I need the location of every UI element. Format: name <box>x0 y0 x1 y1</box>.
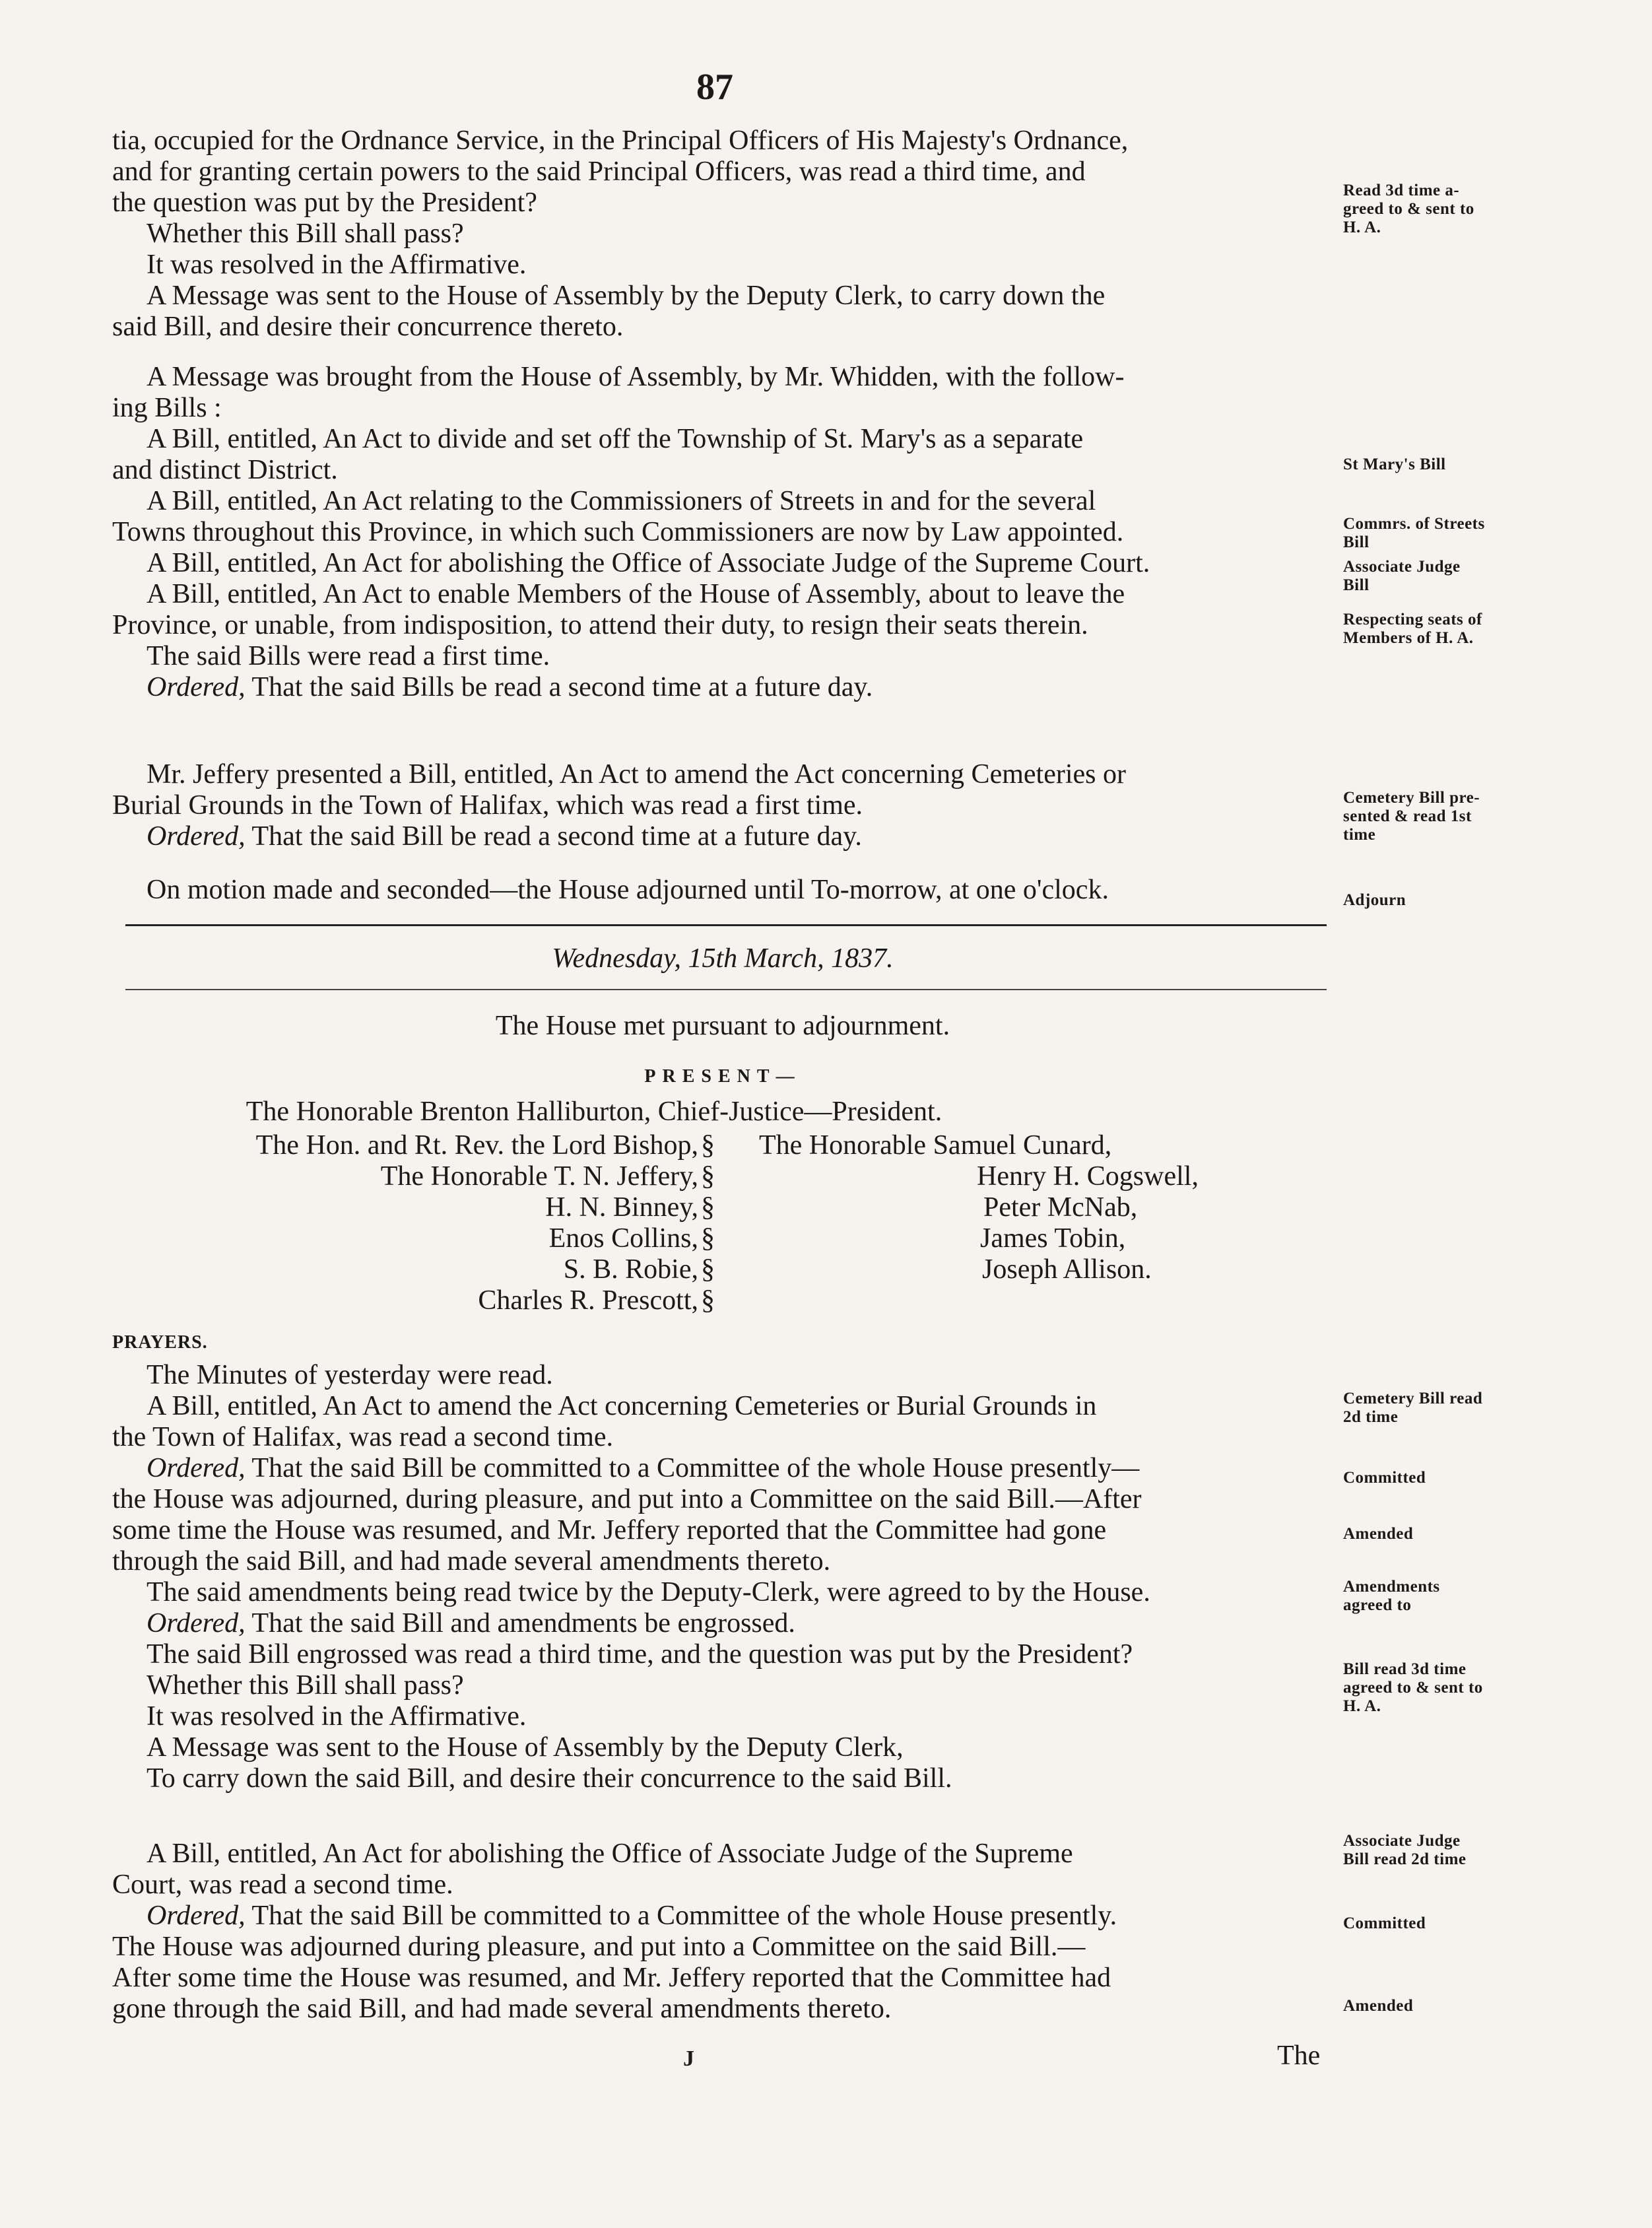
divider-top <box>125 924 1327 926</box>
margin-note-line: Committed <box>1343 1914 1426 1932</box>
text-line: said Bill, and desire their concurrence thereto. <box>112 312 624 342</box>
text-line: gone through the said Bill, and had made several amendments thereto. <box>112 1994 892 2024</box>
margin-note <box>1343 1997 1554 2015</box>
margin-note <box>1343 1390 1554 1427</box>
member-right: Peter McNab, <box>983 1192 1138 1223</box>
margin-note-line: Amendments <box>1343 1578 1440 1596</box>
ordered-line <box>112 1901 1333 1932</box>
paragraph-minutes <box>112 1360 1333 1794</box>
margin-note-line: 2d time <box>1343 1408 1399 1426</box>
paragraph-third-reading <box>112 125 1333 343</box>
section-mark: § <box>701 1285 715 1316</box>
text-line: A Bill, entitled, An Act for abolishing the Office of Associate Judge of the Supreme Court. <box>147 548 1150 578</box>
margin-note-line: Committed <box>1343 1469 1426 1487</box>
margin-note-line: Bill <box>1343 576 1370 594</box>
text-line: ing Bills : <box>112 393 222 423</box>
margin-note-line: Bill <box>1343 533 1370 551</box>
text-line: Province, or unable, from indisposition, to attend their duty, to resign their seats therein. <box>112 610 1088 640</box>
ordered-line <box>112 1608 1333 1639</box>
margin-note-line: Respecting seats of <box>1343 611 1482 628</box>
text-line: A Bill, entitled, An Act to enable Members of the House of Assembly, about to leave the <box>147 579 1125 609</box>
text-line: Whether this Bill shall pass? <box>147 219 464 249</box>
president-line: The Honorable Brenton Halliburton, Chief-Justice—President. <box>246 1097 942 1127</box>
page-number: 87 <box>696 67 733 108</box>
text-line: some time the House was resumed, and Mr. Jeffery reported that the Committee had gone <box>112 1515 1107 1545</box>
margin-note-line: Adjourn <box>1343 891 1406 909</box>
section-mark: § <box>701 1254 715 1285</box>
margin-note-line: agreed to <box>1343 1596 1412 1614</box>
adjourn-paragraph <box>112 875 1333 906</box>
ordered-word: Ordered, <box>147 1901 246 1931</box>
margin-note <box>1343 611 1554 648</box>
ordered-text: That the said Bill be committed to a Committee of the whole House presently. <box>245 1901 1117 1931</box>
margin-note-line: agreed to & sent to <box>1343 1679 1483 1697</box>
text-line: Burial Grounds in the Town of Halifax, which was read a first time. <box>112 790 863 821</box>
block1 <box>112 125 1333 343</box>
margin-note-line: Cemetery Bill pre- <box>1343 789 1480 807</box>
margin-note-line: Bill read 2d time <box>1343 1850 1467 1868</box>
margin-note <box>1343 891 1554 910</box>
margin-note-line: time <box>1343 826 1376 844</box>
text-line: through the said Bill, and had made several amendments thereto. <box>112 1546 831 1576</box>
block4 <box>112 1360 1333 1453</box>
margin-note-line: sented & read 1st <box>1343 807 1472 825</box>
text-line: A Bill, entitled, An Act to amend the Act concerning Cemeteries or Burial Grounds in <box>147 1391 1097 1421</box>
section-marks <box>701 1130 715 1316</box>
text-line: Court, was read a second time. <box>112 1870 453 1900</box>
margin-note <box>1343 1914 1554 1933</box>
paragraph-message-bills <box>112 362 1333 703</box>
margin-note <box>1343 182 1554 237</box>
ordered-word: Ordered, <box>147 821 246 852</box>
member-left: Charles R. Prescott, <box>478 1285 698 1316</box>
text-line: The said Bills were read a first time. <box>147 641 550 671</box>
text-line: A Bill, entitled, An Act to divide and set off the Township of St. Mary's as a separate <box>147 424 1084 454</box>
margin-note-line: Amended <box>1343 1997 1414 2015</box>
margin-note-line: Associate Judge <box>1343 1832 1461 1850</box>
ordered-line <box>112 821 1333 852</box>
member-left: Enos Collins, <box>548 1223 698 1254</box>
margin-note-line: Commrs. of Streets <box>1343 515 1485 533</box>
ordered-line <box>112 1453 1333 1484</box>
margin-note <box>1343 1832 1554 1869</box>
divider-bottom <box>125 989 1327 990</box>
text-line: A Message was sent to the House of Assembly by the Deputy Clerk, <box>147 1732 904 1763</box>
block4b <box>112 1484 1333 1608</box>
prayers-label: PRAYERS. <box>112 1332 208 1353</box>
ordered-line <box>112 672 1333 703</box>
adjourn-line: On motion made and seconded—the House adjourned until To-morrow, at one o'clock. <box>147 875 1109 905</box>
margin-note-line: Read 3d time a- <box>1343 182 1460 199</box>
margin-note <box>1343 789 1554 844</box>
text-line: It was resolved in the Affirmative. <box>147 250 527 280</box>
ordered-text: That the said Bill be committed to a Committee of the whole House presently— <box>245 1453 1140 1483</box>
ordered-word: Ordered, <box>147 1453 246 1483</box>
margin-note <box>1343 1525 1554 1543</box>
text-line: It was resolved in the Affirmative. <box>147 1701 527 1732</box>
member-right: Joseph Allison. <box>982 1254 1152 1285</box>
margin-note-line: Bill read 3d time <box>1343 1660 1467 1678</box>
text-line: and distinct District. <box>112 455 338 485</box>
margin-note-line: H. A. <box>1343 1697 1381 1715</box>
block2 <box>112 362 1333 672</box>
margin-note <box>1343 1660 1554 1716</box>
member-right: The Honorable Samuel Cunard, <box>759 1130 1112 1161</box>
text-line: A Message was brought from the House of Assembly, by Mr. Whidden, with the follow- <box>147 362 1125 392</box>
text-line: the Town of Halifax, was read a second time. <box>112 1422 614 1452</box>
block5b <box>112 1932 1333 2025</box>
section-mark: § <box>701 1223 715 1254</box>
margin-note <box>1343 1469 1554 1487</box>
text-line: The Minutes of yesterday were read. <box>147 1360 553 1390</box>
text-line: The said Bill engrossed was read a third time, and the question was put by the President? <box>147 1639 1133 1670</box>
margin-note-line: greed to & sent to <box>1343 200 1474 218</box>
text-line: A Bill, entitled, An Act for abolishing the Office of Associate Judge of the Supreme <box>147 1839 1073 1869</box>
member-left: The Honorable T. N. Jeffery, <box>380 1161 698 1192</box>
ordered-text: That the said Bill and amendments be engrossed. <box>245 1608 795 1638</box>
text-line: Whether this Bill shall pass? <box>147 1670 464 1701</box>
ordered-text: That the said Bills be read a second time at a future day. <box>245 672 873 702</box>
signature-mark: J <box>683 2046 694 2071</box>
text-line: the question was put by the President? <box>112 187 537 218</box>
text-line: tia, occupied for the Ordnance Service, in the Principal Officers of His Majesty's Ordnance, <box>112 125 1129 156</box>
right-members <box>759 1130 1199 1285</box>
present-label: PRESENT— <box>644 1066 801 1087</box>
text-line: A Bill, entitled, An Act relating to the Commissioners of Streets in and for the several <box>147 486 1096 516</box>
member-left: S. B. Robie, <box>563 1254 698 1285</box>
house-met-line: The House met pursuant to adjournment. <box>495 1011 950 1041</box>
text-line: A Message was sent to the House of Assembly by the Deputy Clerk, to carry down the <box>147 281 1106 311</box>
ordered-word: Ordered, <box>147 672 246 702</box>
margin-note-line: H. A. <box>1343 219 1381 236</box>
block4c <box>112 1639 1333 1794</box>
paragraph-cemetery-bill <box>112 759 1333 852</box>
section-mark: § <box>701 1130 715 1161</box>
date-heading: Wednesday, 15th March, 1837. <box>552 943 894 974</box>
left-members <box>117 1130 698 1316</box>
section-mark: § <box>701 1161 715 1192</box>
text-line: The said amendments being read twice by the Deputy-Clerk, were agreed to by the House. <box>147 1577 1150 1607</box>
member-right: James Tobin, <box>980 1223 1126 1254</box>
member-left: The Hon. and Rt. Rev. the Lord Bishop, <box>255 1130 698 1161</box>
ordered-text: That the said Bill be read a second time at a future day. <box>245 821 862 852</box>
margin-note-line: Amended <box>1343 1525 1414 1543</box>
block3 <box>112 759 1333 821</box>
member-left: H. N. Binney, <box>545 1192 698 1223</box>
paragraph-associate-judge <box>112 1839 1333 2025</box>
text-line: After some time the House was resumed, and Mr. Jeffery reported that the Committee had <box>112 1963 1111 1993</box>
margin-note <box>1343 456 1554 474</box>
text-line: Towns throughout this Province, in which such Commissioners are now by Law appointed. <box>112 517 1124 547</box>
text-line: The House was adjourned during pleasure, and put into a Committee on the said Bill.— <box>112 1932 1086 1962</box>
margin-note <box>1343 515 1554 552</box>
text-line: To carry down the said Bill, and desire their concurrence to the said Bill. <box>147 1763 952 1794</box>
margin-note-line: Cemetery Bill read <box>1343 1390 1483 1407</box>
margin-note-line: Associate Judge <box>1343 558 1461 576</box>
member-right: Henry H. Cogswell, <box>977 1161 1199 1192</box>
text-line: Mr. Jeffery presented a Bill, entitled, An Act to amend the Act concerning Cemeteries or <box>147 759 1126 790</box>
text-line: and for granting certain powers to the said Principal Officers, was read a third time, and <box>112 156 1086 187</box>
ordered-word: Ordered, <box>147 1608 246 1638</box>
block5 <box>112 1839 1333 1901</box>
margin-note <box>1343 1578 1554 1615</box>
margin-note <box>1343 558 1554 595</box>
catchword: The <box>1277 2041 1321 2071</box>
section-mark: § <box>701 1192 715 1223</box>
margin-note-line: St Mary's Bill <box>1343 456 1446 473</box>
text-line: the House was adjourned, during pleasure, and put into a Committee on the said Bill.—After <box>112 1484 1142 1514</box>
margin-note-line: Members of H. A. <box>1343 629 1474 647</box>
